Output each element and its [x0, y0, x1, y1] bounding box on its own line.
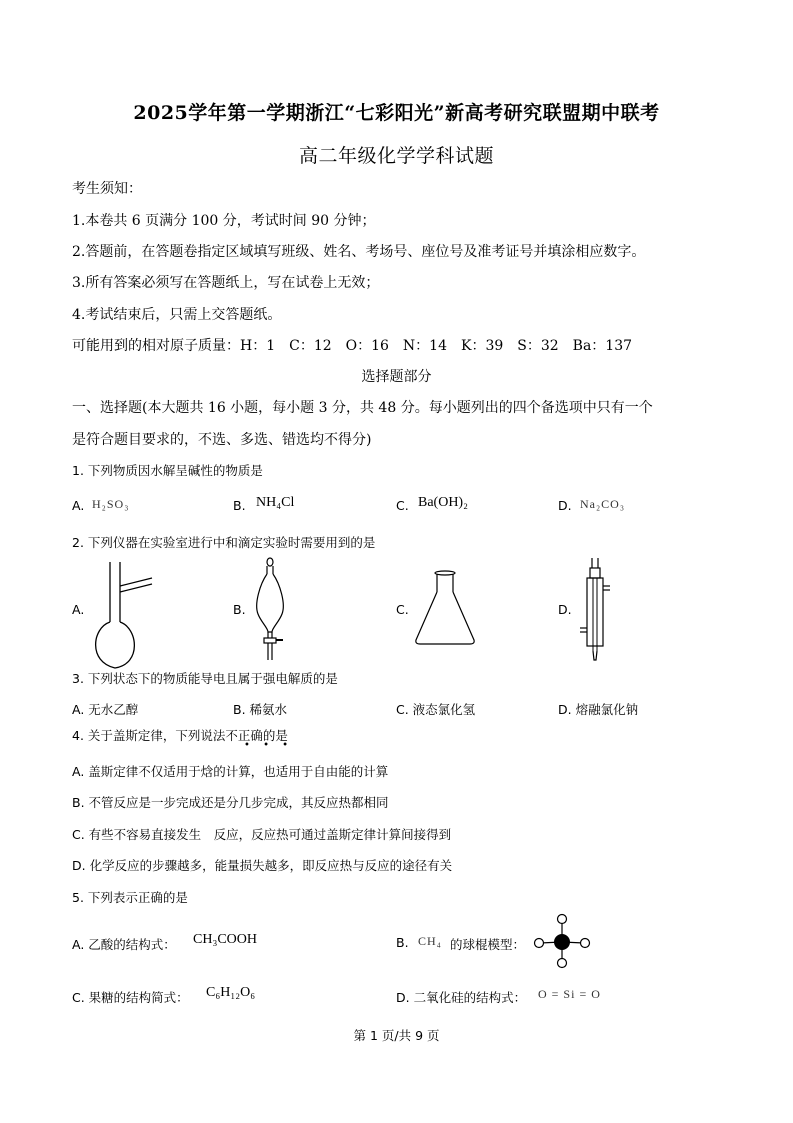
q5-option-d-formula: O = Si = O — [538, 987, 601, 1001]
q1-option-a: H₂SO₃ — [92, 497, 130, 511]
q5-option-c-label: C. 果糖的结构简式： — [72, 990, 189, 1005]
conical-flask-icon — [412, 570, 478, 646]
q2-label-d: D. — [558, 602, 572, 617]
q4-option-c: C. 有些不容易直接发生 反应，反应热可通过盖斯定律计算间接得到 — [72, 827, 452, 842]
section-name: 选择题部分 — [361, 369, 432, 385]
q5-option-a-formula: CH₃COOH — [193, 932, 257, 947]
page-footer: 第 1 页/共 9 页 — [353, 1028, 440, 1043]
q3-stem: 3. 下列状态下的物质能导电且属于强电解质的是 — [72, 671, 338, 686]
q3-option-d: D. 熔融氯化钠 — [558, 702, 639, 717]
q4-stem-post: 的是 — [262, 728, 288, 743]
q1-option-c: Ba(OH)₂ — [418, 495, 468, 510]
q4-option-d: D. 化学反应的步骤越多，能量损失越多，即反应热与反应的途径有关 — [72, 858, 453, 873]
q2-label-a: A. — [72, 602, 85, 617]
notice-item-1: 1.本卷共 6 页满分 100 分，考试时间 90 分钟； — [72, 213, 376, 229]
q1-label-d: D. — [558, 498, 572, 513]
q1-label-c: C. — [396, 498, 409, 513]
q2-stem: 2. 下列仪器在实验室进行中和滴定实验时需要用到的是 — [72, 535, 376, 550]
q2-label-b: B. — [233, 602, 246, 617]
q1-label-b: B. — [233, 498, 246, 513]
q1-stem: 1. 下列物质因水解呈碱性的物质是 — [72, 463, 263, 478]
emphasis-dots: • • • — [244, 740, 294, 751]
q5-option-a-label: A. 乙酸的结构式： — [72, 937, 176, 952]
exam-title: 2025学年第一学期浙江“七彩阳光”新高考研究联盟期中联考 — [133, 102, 660, 124]
q5-option-d-label: D. 二氧化硅的结构式： — [396, 990, 527, 1005]
q3-option-c: C. 液态氯化氢 — [396, 702, 476, 717]
q4-option-a: A. 盖斯定律不仅适用于焓的计算，也适用于自由能的计算 — [72, 764, 389, 779]
condenser-icon — [575, 556, 615, 666]
atomic-masses: 可能用到的相对原子质量：H：1 C：12 O：16 N：14 K：39 S：32 Ba：137 — [72, 338, 633, 354]
q3-option-a: A. 无水乙醇 — [72, 702, 139, 717]
notice-item-3: 3.所有答案必须写在答题纸上，写在试卷上无效； — [72, 275, 380, 291]
section-instruction-2: 是符合题目要求的，不选、多选、错选均不得分) — [72, 432, 372, 448]
q4-stem-pre: 4. 关于盖斯定律，下列说法 — [72, 728, 226, 743]
separatory-funnel-icon — [250, 556, 290, 666]
notice-item-4: 4.考试结束后，只需上交答题纸。 — [72, 307, 282, 323]
q5-stem: 5. 下列表示正确的是 — [72, 890, 188, 905]
notice-heading: 考生须知： — [72, 181, 142, 197]
q5-option-b-label: B. — [396, 935, 409, 950]
q2-label-c: C. — [396, 602, 409, 617]
notice-item-2: 2.答题前，在答题卷指定区域填写班级、姓名、考场号、座位号及准考证号并填涂相应数字。 — [72, 244, 646, 260]
methane-ball-stick-model-icon — [532, 912, 592, 972]
q4-stem-emphasis: 不正确 — [225, 728, 263, 743]
q5-option-b-formula: CH₄ — [418, 934, 442, 948]
q1-label-a: A. — [72, 498, 85, 513]
q4-option-b: B. 不管反应是一步完成还是分几步完成，其反应热都相同 — [72, 795, 389, 810]
q5-option-c-formula: C₆H₁₂O₆ — [206, 985, 256, 1000]
distillation-flask-icon — [90, 560, 160, 670]
q3-option-b: B. 稀氨水 — [233, 702, 288, 717]
q5-option-b-text: 的球棍模型： — [450, 937, 526, 952]
q1-option-b: NH₄Cl — [256, 495, 295, 510]
exam-subtitle: 高二年级化学学科试题 — [298, 145, 494, 167]
section-instruction-1: 一、选择题(本大题共 16 小题，每小题 3 分，共 48 分。每小题列出的四个备选项中只有一个 — [72, 400, 653, 416]
q1-option-d: Na₂CO₃ — [580, 497, 626, 511]
